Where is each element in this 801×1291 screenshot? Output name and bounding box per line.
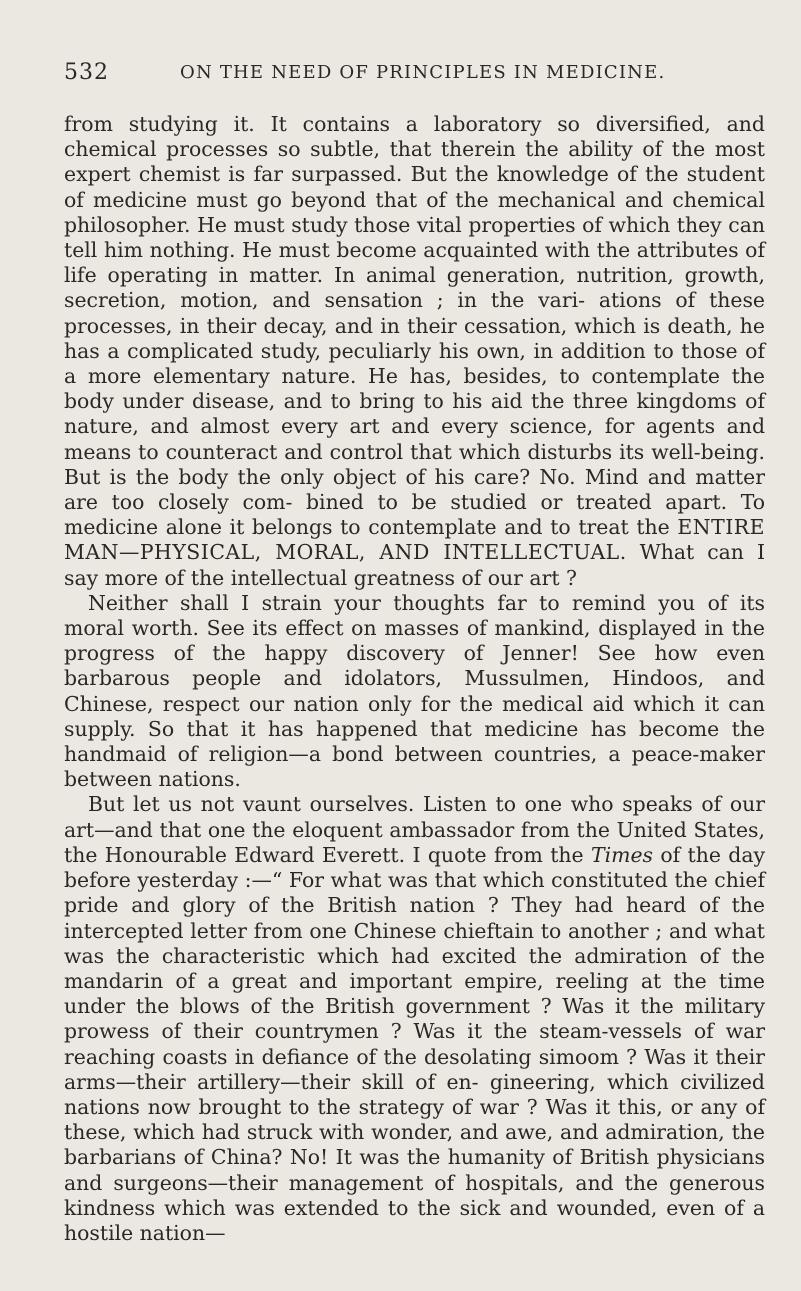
paragraph bbox=[64, 591, 765, 793]
body-text bbox=[64, 112, 765, 1246]
paragraph bbox=[64, 792, 765, 1246]
text-run: Neither shall I strain your thoughts far to remind you of its moral worth. See its effect on masses of mankind, displayed in the progress of the happy discovery of Jenner! See how even barbarous people and idolators, Mussulmen, Hindoos, and Chinese, respect our nation only for the medical aid which it can supply. So that it has happened that medicine has become the handmaid of religion—a bond between countries, a peace-maker between nations. bbox=[64, 590, 765, 792]
text-run: But let us not vaunt ourselves. Listen to one who speaks of our art—and that one the eloquent ambassador from the United States, the Honourable Edward Everett. I quote from the bbox=[64, 792, 765, 867]
text-run: from studying it. It contains a laboratory so diversified, and chemical processes so subtle, that therein the ability of the most expert chemist is far surpassed. But the knowledge of the student of medicine must go beyond that of the mechanical and chemical philosopher. He must study those vital properties of which they can tell him nothing. He must become acquainted with the attributes of life operating in matter. In animal generation, nutrition, growth, secretion, motion, and sensation ; in the vari- ations of these processes, in their decay, and in their cessation, which is death, he has a complicated study, peculiarly his own, in addition to those of a more elementary nature. He has, besides, to contemplate the body under disease, and to bring to his aid the three kingdoms of nature, and almost every art and every science, for agents and means to counteract and control that which disturbs its well-being. But is the body the only object of his care? No. Mind and matter are too closely com- bined to be studied or treated apart. To medicine alone it belongs to contemplate and to treat the bbox=[64, 112, 765, 540]
text-run: of the day before yesterday :—“ For what was that which constituted the chief pride and glory of the British nation ? They had heard of the intercepted letter from one Chinese chieftain to another ; and what was the characteristic which had excited the admiration of the mandarin of a great and important empire, reeling at the time under the blows of the British government ? Was it the military prowess of their countrymen ? Was it the steam-vessels of war reaching coasts in defiance of the desolating simoom ? Was it their arms—their artillery—their skill of en- gineering, which civilized nations now brought to the strategy of war ? Was it this, or any of these, which had struck with wonder, and awe, and admiration, the barbarians of China? No! It was the humanity of British physicians and surgeons—their management of hospitals, and the generous kindness which was extended to the sick and wounded, even of a hostile nation— bbox=[64, 842, 765, 1245]
running-title: ON THE NEED OF PRINCIPLES IN MEDICINE. bbox=[180, 62, 666, 83]
text-run-smallcaps: ENTIRE MAN—PHYSICAL, MORAL, AND INTELLECTUAL. bbox=[64, 515, 765, 565]
paragraph bbox=[64, 112, 765, 591]
running-head bbox=[64, 60, 765, 88]
text-run: What can I say more of the intellectual greatness of our art ? bbox=[64, 540, 765, 590]
page-number: 532 bbox=[64, 60, 109, 85]
text-run-italic: Times bbox=[590, 842, 653, 867]
